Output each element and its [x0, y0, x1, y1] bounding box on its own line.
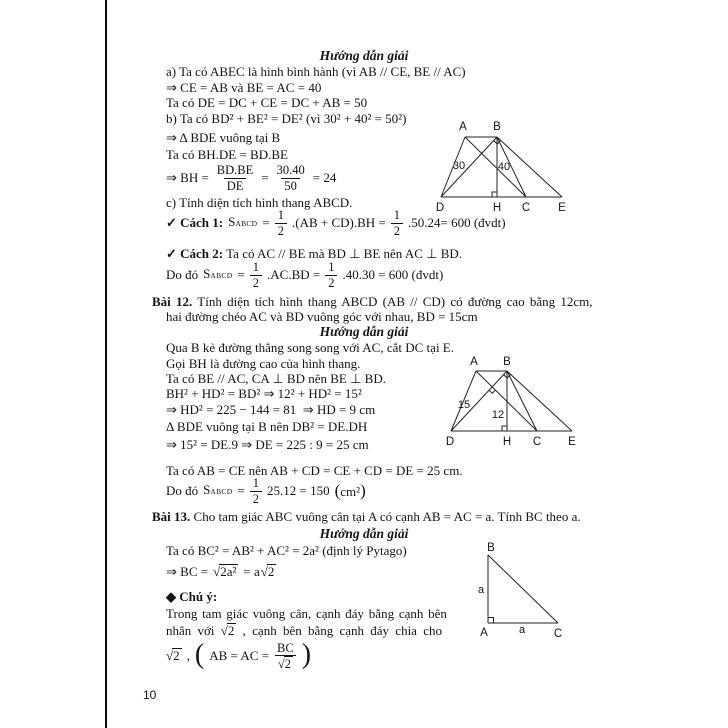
- right-angle-mark-H: [492, 192, 497, 197]
- fraction: [275, 208, 287, 238]
- fraction-denominator: 2: [391, 223, 403, 238]
- formula-part: =: [237, 267, 245, 282]
- cach2-text: Ta có AC // BE mà BD ⊥ BE nên AC ⊥ BD.: [223, 246, 463, 261]
- sqrt-radicand: 2: [173, 648, 180, 663]
- formula-part: = 24: [312, 170, 337, 185]
- fraction-numerator: 1: [277, 208, 284, 223]
- bai12-title-line2: hai đường chéo AC và BD vuông góc với nhau, BD = 15cm: [166, 309, 478, 324]
- formula-part: ,: [186, 648, 190, 663]
- sqrt-radicand: 2: [227, 623, 235, 638]
- s-subscript: ABCD: [210, 271, 233, 280]
- paren-open: (: [194, 638, 205, 670]
- bai11-step-b1: b) Ta có BD² + BE² = DE² (vì 30² + 40² = 50²): [166, 111, 407, 126]
- length-label-BH: 12: [491, 409, 505, 421]
- formula-part: .40.30 = 600 (đvdt): [342, 267, 444, 282]
- sqrt-expression: [166, 648, 182, 664]
- note-text: , cạnh bên bằng cạnh đáy chia cho: [236, 623, 442, 638]
- paren-close: ): [360, 481, 366, 500]
- sqrt-sign: √: [260, 564, 268, 579]
- bai12-dodo-line: [166, 477, 366, 505]
- formula-part: ⇒ BH =: [166, 170, 209, 185]
- fraction-denominator: 2: [325, 275, 337, 290]
- diagram-lines: [488, 555, 558, 623]
- s-subscript: ABCD: [235, 219, 258, 228]
- s-symbol: S: [203, 266, 211, 281]
- vertex-label-C: C: [532, 436, 542, 448]
- right-angle-mark-intersection: [489, 390, 495, 393]
- diagram-trapezoid-bai12: [436, 351, 584, 449]
- fraction-numerator: 1: [252, 260, 260, 275]
- cach2-label: ✓ Cách 2:: [166, 246, 224, 261]
- vertex-label-A: A: [459, 121, 467, 133]
- fraction-denominator: 50: [281, 178, 300, 193]
- formula-part: .AC.BD =: [267, 267, 321, 282]
- right-angle-mark-H: [502, 426, 507, 431]
- length-label-BD: 30: [452, 160, 466, 172]
- unit-text: cm²: [340, 484, 361, 499]
- sqrt-sign: √: [166, 648, 174, 663]
- sqrt-sign: √: [220, 623, 228, 638]
- sqrt-radicand: 2: [267, 564, 275, 579]
- diagram-triangle-bai13: [466, 540, 574, 642]
- vertex-label-E: E: [558, 202, 566, 214]
- vertex-label-A: A: [480, 627, 488, 639]
- vertex-label-B: B: [487, 542, 495, 554]
- fraction-numerator: BC: [277, 640, 294, 655]
- vertex-label-H: H: [502, 436, 512, 448]
- bai12-step-7: ⇒ 15² = DE.9 ⇒ DE = 225 : 9 = 25 cm: [166, 437, 369, 452]
- bai11-formula-bh: [166, 163, 336, 193]
- formula-part: =: [262, 215, 270, 230]
- fraction: [274, 163, 308, 193]
- note-heading: ◆ Chú ý:: [166, 589, 218, 604]
- formula-part: Do đó: [166, 483, 199, 498]
- solution-heading-2: Hướng dẫn giải: [319, 324, 409, 339]
- page-edge-line: [105, 0, 107, 728]
- fraction: [214, 163, 256, 193]
- right-angle-mark-A: [488, 618, 494, 624]
- bai12-step-3: Ta có BE // AC, CA ⊥ BD nên BE ⊥ BD.: [166, 371, 386, 386]
- bai12-title-line1: [152, 294, 593, 310]
- fraction-denominator: [275, 655, 296, 671]
- fraction-denominator: 2: [275, 223, 287, 238]
- vertex-label-C: C: [521, 202, 531, 214]
- fraction: [391, 208, 403, 238]
- s-subscript: ABCD: [210, 487, 233, 496]
- sqrt-radicand: 2a²: [220, 564, 237, 579]
- s-symbol: S: [203, 482, 211, 497]
- solution-heading-3: Hướng dẫn giải: [319, 526, 409, 541]
- bai11-step-c1: c) Tính diện tích hình thang ABCD.: [166, 195, 353, 210]
- length-label-BD: 15: [457, 399, 471, 411]
- sqrt-sign: √: [213, 564, 221, 579]
- vertex-label-H: H: [492, 202, 502, 214]
- bai11-dodo-line: [166, 261, 443, 289]
- bai11-cach2-line: [166, 246, 462, 262]
- bai12-step-8: Ta có AB = CE nên AB + CD = CE + CD = DE = 25 cm.: [166, 463, 463, 478]
- note-text: nhân với: [166, 623, 221, 638]
- fraction-numerator: 1: [328, 260, 335, 275]
- vertex-label-B: B: [493, 121, 501, 133]
- bai12-step-1: Qua B kẻ đường thẳng song song với AC, cắt DC tại E.: [166, 340, 454, 355]
- formula-part: AB = AC =: [209, 648, 270, 663]
- diagram-trapezoid-bai11: [423, 116, 575, 214]
- formula-part: .50.24= 600 (đvdt): [408, 215, 506, 230]
- bai12-step-4: BH² + HD² = BD² ⇒ 12² + HD² = 15²: [166, 386, 362, 401]
- fraction: [274, 641, 297, 672]
- vertex-label-E: E: [568, 436, 576, 448]
- note-line-2: [166, 623, 442, 639]
- paren-close: ): [301, 638, 312, 670]
- unit-parenthesized: [335, 482, 366, 500]
- vertex-label-D: D: [445, 436, 455, 448]
- vertex-label-B: B: [503, 356, 511, 368]
- bai12-title-text: Tính diện tích hình thang ABCD (AB // CD) có đường cao bằng 12cm,: [192, 294, 593, 309]
- bai13-label: Bài 13.: [152, 509, 191, 524]
- bai13-final-formula: [166, 639, 311, 673]
- fraction-denominator: DE: [224, 178, 247, 193]
- length-label-BH: 40: [497, 161, 511, 173]
- bai12-step-6: Δ BDE vuông tại B nên DB² = DE.DH: [166, 419, 368, 434]
- area-symbol: [228, 214, 257, 232]
- bai12-step-2: Gọi BH là đường cao của hình thang.: [166, 356, 361, 371]
- solution-heading-1: Hướng dẫn giải: [319, 48, 409, 63]
- side-label-AC: a: [518, 624, 526, 636]
- area-symbol: [203, 482, 232, 500]
- bai11-step-a1: a) Ta có ABEC là hình bình hành (vì AB // CE, BE // AC): [166, 64, 466, 79]
- fraction-numerator: 30.40: [276, 163, 305, 178]
- bai11-step-b2: ⇒ Δ BDE vuông tại B: [166, 130, 281, 145]
- sqrt-expression: [261, 564, 277, 580]
- vertex-label-C: C: [553, 628, 563, 640]
- fraction-numerator: 1: [393, 208, 400, 223]
- s-symbol: S: [228, 214, 236, 229]
- formula-part: = a: [243, 564, 260, 579]
- formula-part: .(AB + CD).BH =: [292, 215, 386, 230]
- formula-part: ⇒ BC =: [166, 564, 209, 579]
- sqrt-radicand: 2: [284, 657, 291, 671]
- formula-part: =: [237, 483, 245, 498]
- formula-part: =: [261, 170, 269, 185]
- vertex-label-D: D: [435, 202, 445, 214]
- area-symbol: [203, 266, 232, 284]
- vertex-label-A: A: [470, 356, 478, 368]
- fraction-numerator: 1: [252, 476, 260, 491]
- bai13-title-line: [152, 509, 581, 525]
- formula-part: 25.12 = 150: [267, 483, 330, 498]
- sqrt-expression: [221, 623, 237, 639]
- fraction: [325, 260, 337, 290]
- fraction: [250, 476, 262, 506]
- bai13-step-1: Ta có BC² = AB² + AC² = 2a² (định lý Pytago): [166, 543, 407, 558]
- paren-open: (: [334, 481, 341, 500]
- bai12-step-5: ⇒ HD² = 225 − 144 = 81 ⇒ HD = 9 cm: [166, 402, 376, 417]
- fraction-numerator: BD.BE: [216, 163, 254, 178]
- bai11-step-a2: ⇒ CE = AB và BE = AC = 40: [166, 80, 322, 95]
- sqrt-sign: √: [277, 657, 285, 671]
- bai13-title-text: Cho tam giác ABC vuông cân tại A có cạnh AB = AC = a. Tính BC theo a.: [190, 509, 581, 524]
- bai11-step-a3: Ta có DE = DC + CE = DC + AB = 50: [166, 95, 368, 110]
- sqrt-expression: [213, 564, 238, 580]
- formula-part: Do đó: [166, 267, 199, 282]
- fraction: [250, 260, 262, 290]
- cach1-label: ✓ Cách 1:: [166, 215, 224, 230]
- fraction-denominator: 2: [250, 275, 262, 290]
- bai12-label: Bài 12.: [152, 294, 193, 309]
- page-number: 10: [143, 688, 157, 702]
- bai11-step-b3: Ta có BH.DE = BD.BE: [166, 147, 288, 162]
- note-line-1: Trong tam giác vuông cân, cạnh đáy bằng cạnh bên: [166, 606, 447, 621]
- side-label-AB: a: [477, 584, 485, 596]
- fraction-denominator: 2: [250, 491, 262, 506]
- bai13-bc-line: [166, 561, 276, 583]
